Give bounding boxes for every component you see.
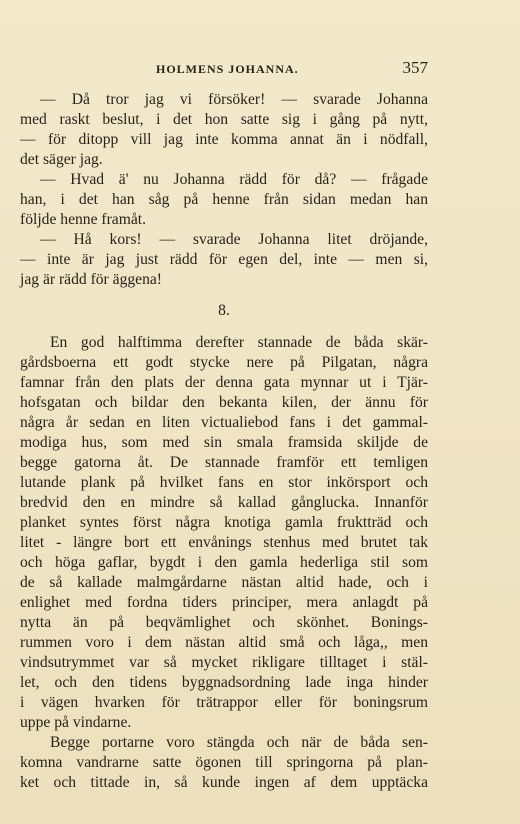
text-line: lutande plank på hvilket fans en stor inkörsport och — [20, 474, 428, 491]
text-line: — Hvad ä' nu Johanna rädd för då? — frågade — [40, 171, 428, 188]
text-line: hofsgatan och bildar den bekanta kilen, der ännu för — [20, 394, 428, 411]
text-line: vindsutrymmet var så mycket rikligare tilltaget i stäl- — [20, 654, 428, 671]
text-line: ket och tittade in, så kunde ingen af dem upptäcka — [20, 774, 428, 791]
text-line: med raskt beslut, i det hon satte sig i gång på nytt, — [20, 111, 428, 128]
text-line: litet - längre bort ett envånings stenhus med brutet tak — [20, 534, 428, 551]
text-line: — Hå kors! — svarade Johanna litet dröjande, — [40, 231, 428, 248]
text-line: några år sedan en liten victualiebod fans i det gammal- — [20, 414, 428, 431]
text-line: rummen voro i dem nästan altid små och låga,, men — [20, 634, 428, 651]
text-line: han, i det han såg på henne från sidan medan han — [20, 191, 428, 208]
text-line: uppe på vindarne. — [20, 714, 132, 731]
text-line: planket syntes först några knotiga gamla fruktträd och — [20, 514, 428, 531]
text-line: i vägen hvarken för trätrappor eller för boningsrum — [20, 694, 428, 711]
running-title: HOLMENS JOHANNA. — [156, 62, 299, 76]
text-line: let, och den tidens byggnadsordning lade inga hinder — [20, 674, 428, 691]
text-line: begge gatorna åt. De stannade framför ett temligen — [20, 454, 428, 471]
text-line: Begge portarne voro stängda och när de båda sen- — [50, 734, 428, 751]
text-line: de så kallade malmgårdarne nästan altid hade, och i — [20, 574, 428, 591]
running-head — [20, 58, 428, 80]
dialogue-section — [20, 90, 428, 290]
text-line: En god halftimma derefter stannade de båda skär- — [50, 334, 428, 351]
text-block — [20, 90, 428, 793]
text-line: komna vandrarne satte ögonen till springorna på plan- — [20, 754, 428, 771]
section-number: 8. — [218, 302, 230, 319]
text-line: enlighet med fordna tiders principer, mera anlagdt på — [20, 594, 428, 611]
text-line: och höga gaflar, bygdt i den gamla hederliga stil som — [20, 554, 428, 571]
text-line: nytta än på beqvämlighet och skönhet. Bonings- — [20, 614, 428, 631]
text-line: följde henne framåt. — [20, 211, 146, 228]
text-line: bredvid den en mindre så kallad gånglucka. Innanför — [20, 494, 428, 511]
text-line: det säger jag. — [20, 151, 103, 168]
text-line: — inte är jag just rädd för egen del, inte — men si, — [20, 251, 428, 268]
text-line: famnar från den plats der denna gata mynnar ut i Tjär- — [20, 374, 428, 391]
text-line: jag är rädd för äggena! — [20, 271, 162, 288]
body-paragraphs — [20, 333, 428, 793]
text-line: — Då tror jag vi försöker! — svarade Johanna — [40, 91, 428, 108]
page-number: 357 — [402, 58, 428, 77]
text-line: — för ditopp vill jag inte komma annat än i nödfall, — [20, 131, 428, 148]
text-line: modiga hus, som med sin smala framsida skiljde de — [20, 434, 428, 451]
text-line: gårdsboerna ett godt stycke nere på Pilgatan, några — [20, 354, 428, 371]
